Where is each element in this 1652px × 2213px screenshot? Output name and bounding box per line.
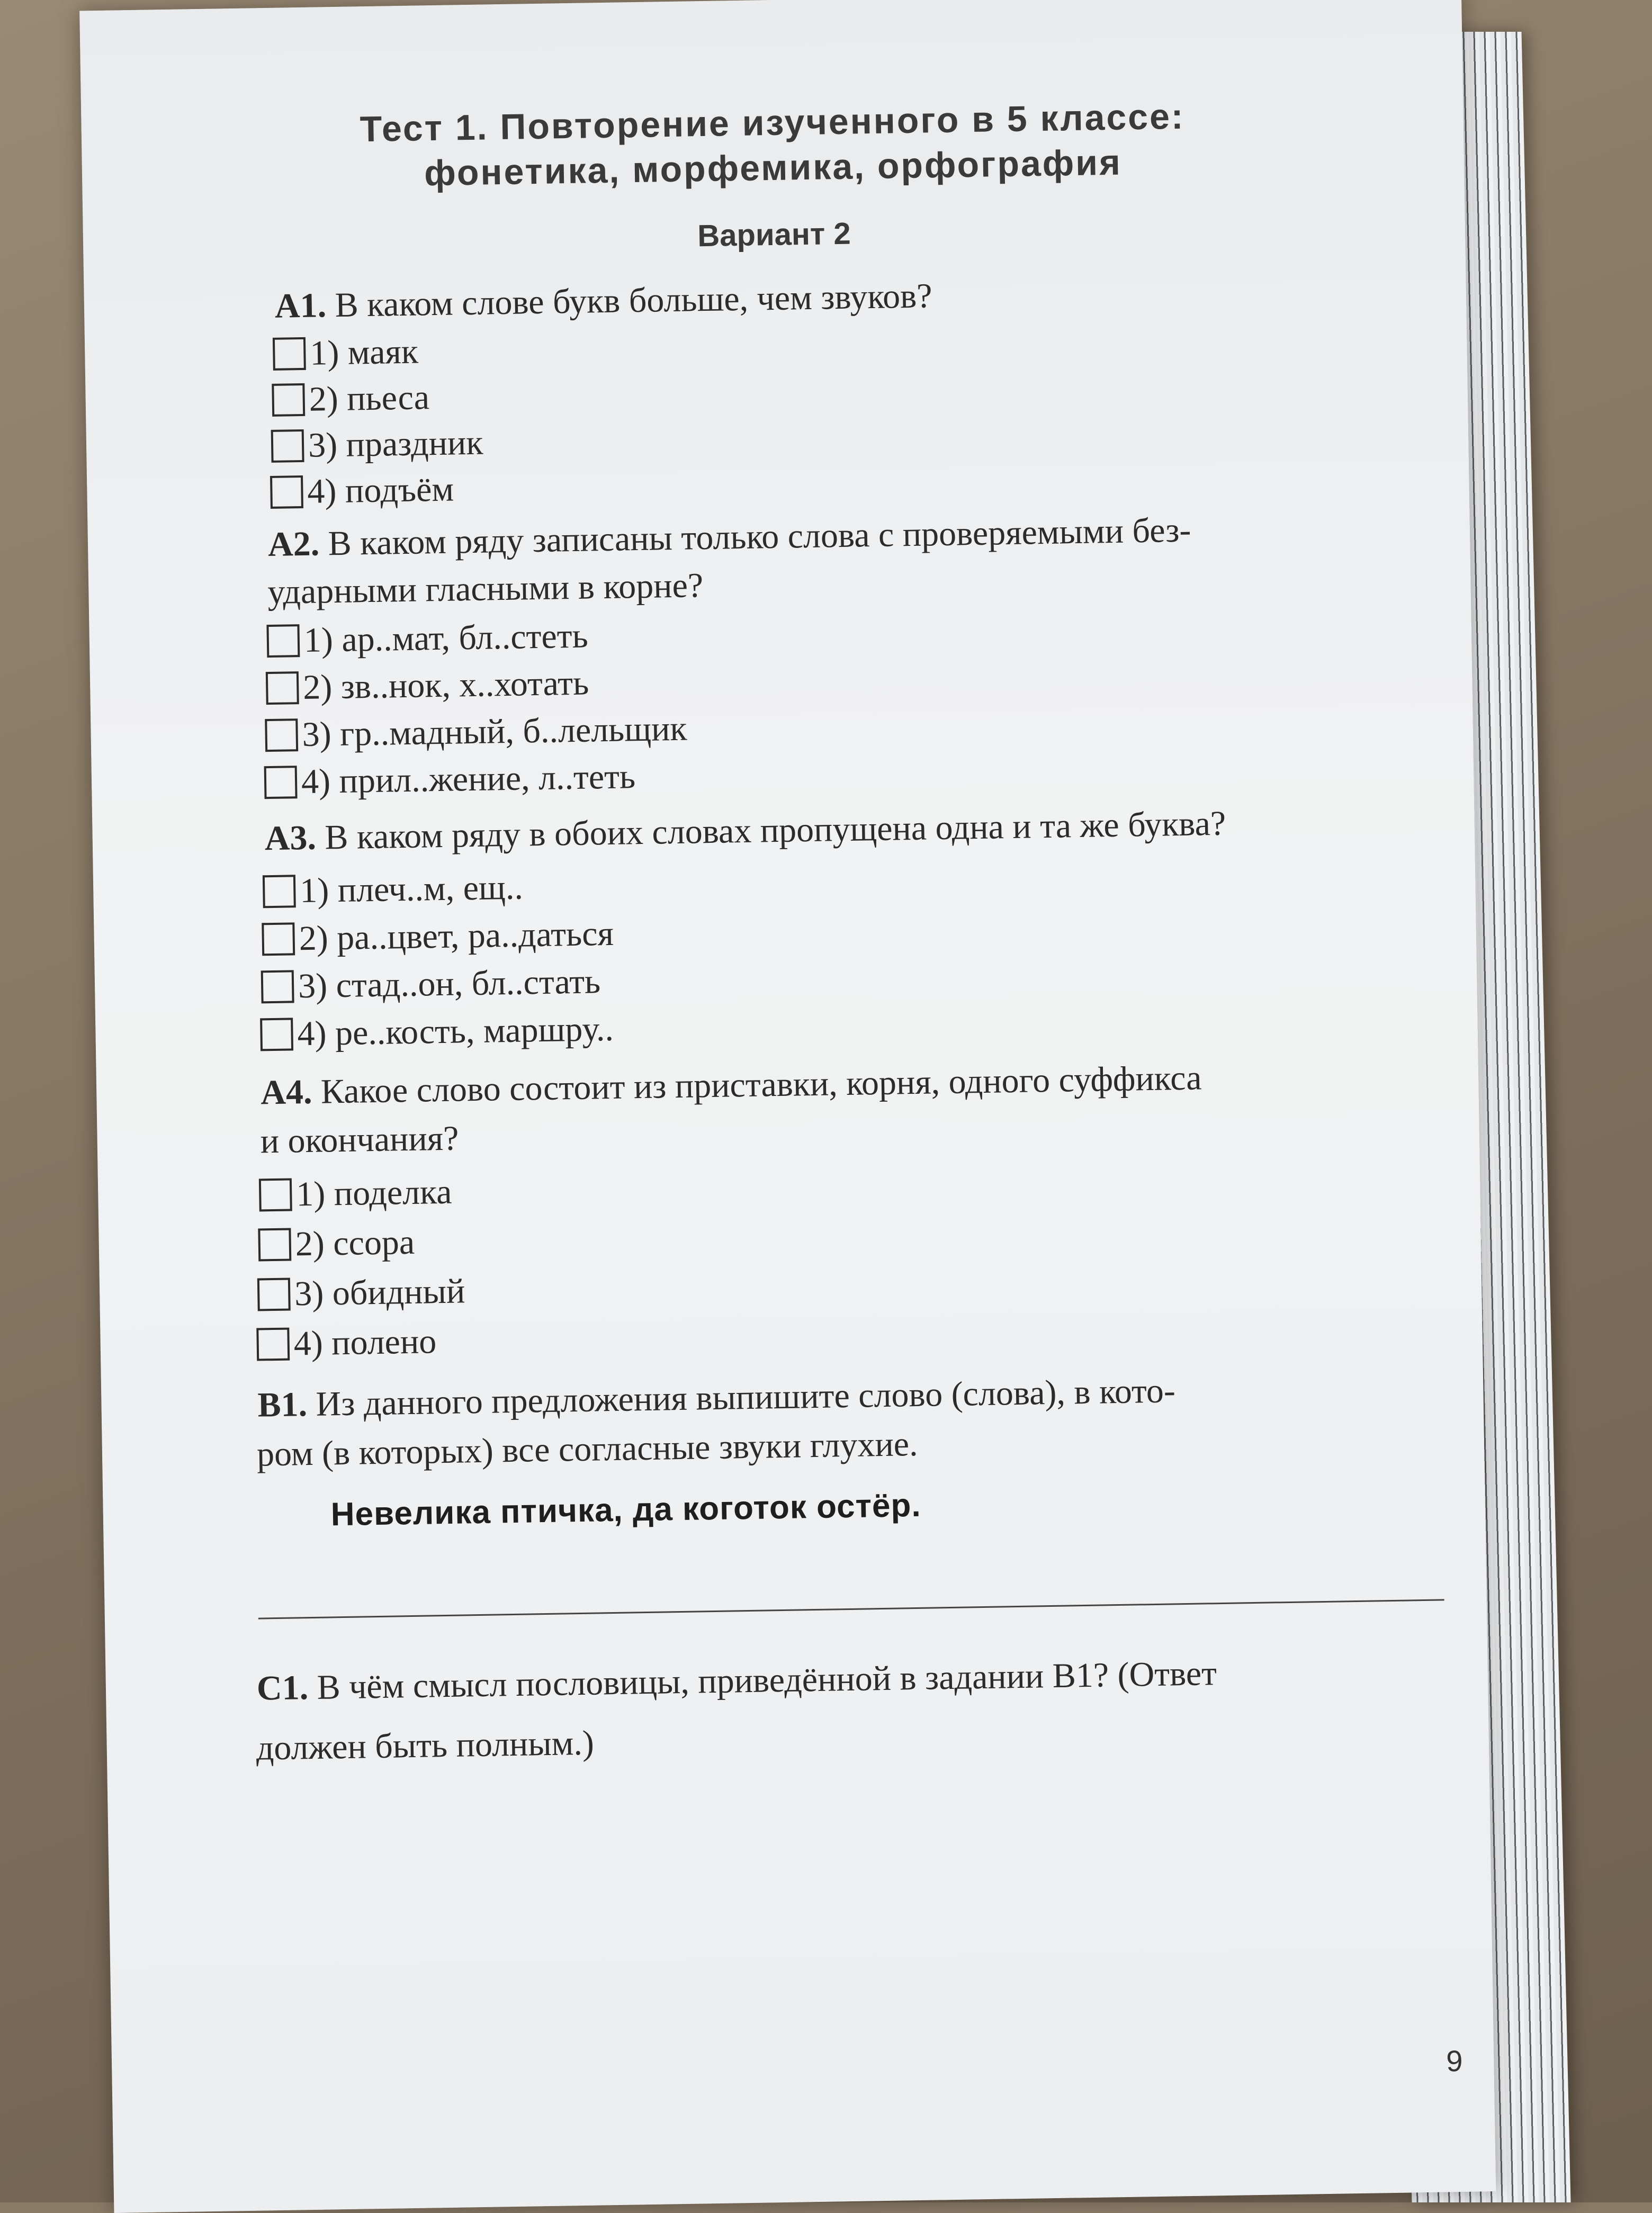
question-number: А1. <box>274 286 327 326</box>
answer-checkbox[interactable] <box>272 383 305 417</box>
option-label: 2) ра..цвет, ра..даться <box>299 914 614 958</box>
answer-checkbox[interactable] <box>262 922 295 956</box>
option-label: 4) подъём <box>307 470 454 511</box>
answer-checkbox[interactable] <box>270 475 303 509</box>
answer-checkbox[interactable] <box>257 1278 291 1311</box>
option-a4-1[interactable] <box>259 1169 452 1219</box>
answer-checkbox[interactable] <box>264 766 298 799</box>
option-a3-3[interactable] <box>261 958 600 1010</box>
answer-checkbox[interactable] <box>260 1018 293 1051</box>
question-a2-line2: ударными гласными в корне? <box>267 566 704 612</box>
option-a2-1[interactable] <box>266 613 588 665</box>
question-b1 <box>257 1368 1176 1428</box>
option-label: 1) плеч..м, ещ.. <box>299 868 524 911</box>
answer-checkbox[interactable] <box>266 671 299 705</box>
question-text: Какое слово состоит из приставки, корня, одного суффикса <box>320 1058 1202 1111</box>
option-label: 3) стад..он, бл..стать <box>298 962 601 1006</box>
question-number: А3. <box>264 818 317 858</box>
question-text: В чём смысл пословицы, приведённой в задании В1? (Ответ <box>317 1654 1217 1707</box>
answer-line[interactable] <box>258 1599 1444 1619</box>
option-a1-2[interactable] <box>272 374 430 424</box>
option-a1-3[interactable] <box>271 420 483 470</box>
question-number: А2. <box>267 524 320 564</box>
answer-checkbox[interactable] <box>266 624 300 658</box>
test-title-line1: Тест 1. Повторение изученного в 5 классе: <box>360 96 1186 150</box>
question-a4-line2: и окончания? <box>260 1119 459 1161</box>
question-b1-line2: ром (в которых) все согласные звуки глухие. <box>256 1424 919 1474</box>
question-text: Из данного предложения выпишите слово (слова), в кото- <box>316 1371 1176 1424</box>
question-text: В каком ряду в обоих словах пропущена одна и та же буква? <box>324 804 1226 857</box>
option-label: 3) гр..мадный, б..лельщик <box>302 709 687 754</box>
question-c1-line2: должен быть полным.) <box>256 1723 595 1768</box>
option-a3-1[interactable] <box>263 865 524 915</box>
question-text: В каком слове букв больше, чем звуков? <box>335 276 933 325</box>
option-a1-4[interactable] <box>270 466 454 516</box>
option-label: 4) прил..жение, л..теть <box>301 757 636 802</box>
question-number: В1. <box>257 1385 308 1425</box>
answer-checkbox[interactable] <box>258 1228 291 1262</box>
answer-checkbox[interactable] <box>263 875 296 908</box>
question-text: В каком ряду записаны только слова с проверяемыми без- <box>328 510 1191 563</box>
option-label: 1) поделка <box>295 1172 452 1214</box>
answer-checkbox[interactable] <box>259 1178 292 1211</box>
option-a4-4[interactable] <box>256 1318 437 1368</box>
question-a4 <box>261 1055 1202 1116</box>
option-label: 3) праздник <box>308 423 483 465</box>
worksheet-page <box>79 0 1496 2213</box>
answer-checkbox[interactable] <box>256 1328 290 1361</box>
option-label: 3) обидный <box>294 1272 465 1314</box>
test-title-line2: фонетика, морфемика, орфография <box>424 142 1123 194</box>
option-a4-2[interactable] <box>258 1219 415 1269</box>
option-label: 2) зв..нок, х..хотать <box>302 663 589 707</box>
answer-checkbox[interactable] <box>273 337 306 371</box>
option-label: 1) ар..мат, бл..стеть <box>303 616 589 660</box>
option-a3-4[interactable] <box>260 1006 614 1058</box>
option-a4-3[interactable] <box>257 1268 465 1318</box>
question-c1 <box>256 1650 1217 1712</box>
variant-label: Вариант 2 <box>697 216 851 254</box>
option-a2-2[interactable] <box>266 660 589 712</box>
option-label: 4) ре..кость, маршру.. <box>297 1009 614 1054</box>
answer-checkbox[interactable] <box>265 718 298 752</box>
option-label: 1) маяк <box>309 332 419 373</box>
question-a3 <box>264 800 1226 862</box>
answer-checkbox[interactable] <box>271 429 304 463</box>
option-a2-4[interactable] <box>264 753 635 806</box>
question-a2 <box>267 507 1191 568</box>
question-number: С1. <box>256 1668 309 1708</box>
option-a3-2[interactable] <box>262 911 614 962</box>
proverb-sentence: Невелика птичка, да коготок остёр. <box>330 1487 922 1533</box>
question-number: А4. <box>260 1072 313 1112</box>
option-label: 4) полено <box>293 1322 437 1363</box>
option-a1-1[interactable] <box>273 329 419 377</box>
question-a1 <box>274 273 932 329</box>
option-label: 2) пьеса <box>309 378 430 419</box>
option-a2-3[interactable] <box>265 706 687 759</box>
page-number: 9 <box>1446 2044 1463 2078</box>
answer-checkbox[interactable] <box>261 970 294 1003</box>
option-label: 2) ссора <box>295 1222 415 1264</box>
